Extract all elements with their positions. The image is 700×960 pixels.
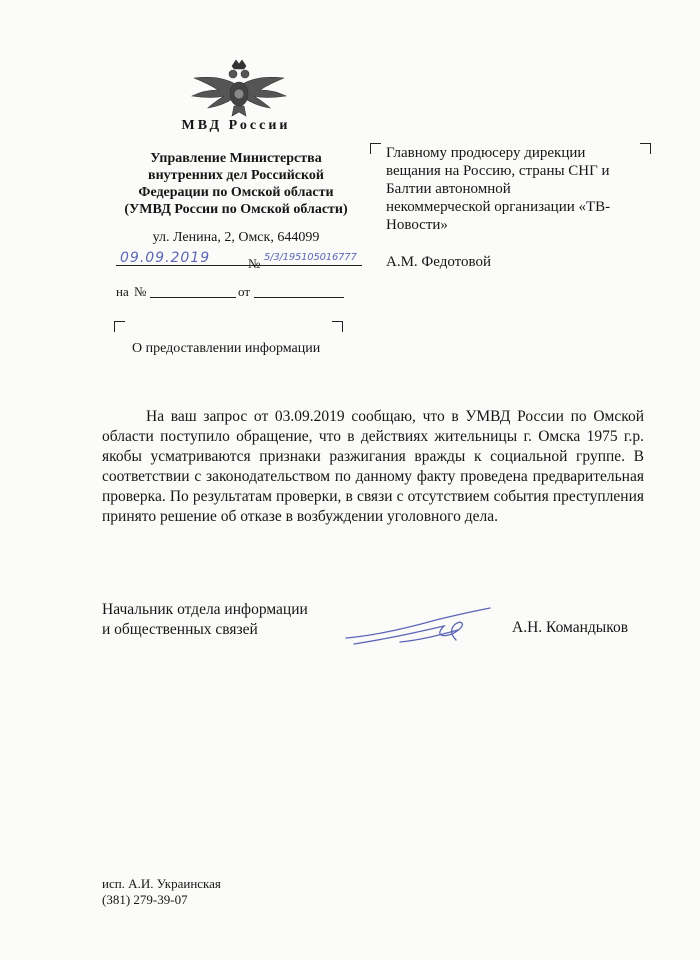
recipient-line: Главному продюсеру дирекции: [386, 145, 586, 161]
org-address: ул. Ленина, 2, Омск, 644099: [152, 230, 320, 245]
reference-from-label: от: [238, 284, 251, 299]
reference-date-blank: [254, 297, 344, 298]
org-line: Управление Министерства: [150, 151, 322, 166]
registration-number-label: №: [248, 256, 261, 271]
subject-corner-mark: [114, 321, 125, 332]
reference-number-label: №: [134, 284, 147, 299]
org-line: внутренних дел Российской: [148, 168, 324, 183]
recipient-block: [386, 144, 650, 234]
recipient-line: вещания на Россию, страны СНГ и: [386, 163, 610, 179]
executor-name: исп. А.И. Украинская: [102, 876, 221, 891]
org-short-name: МВД России: [181, 118, 291, 133]
signer-title-line: Начальник отдела информации: [102, 601, 308, 618]
reference-line: [116, 286, 344, 298]
letter-body: На ваш запрос от 03.09.2019 сообщаю, что в УМВД России по Омской области поступило обращение, что в действиях жительницы г. Омска 1975 г.р. якобы усматриваются признаки разжигания вражды к социальной группе. В соответствии с законодательством по данному факту проведена предварительная проверка. По результатам проверки, в связи с отсутствием события преступления принято решение об отказе в возбуждении уголовного дела.: [102, 408, 644, 525]
registration-number-handwritten: 5/3/195105016777: [264, 252, 357, 263]
recipient-corner-mark: [370, 143, 381, 154]
org-line: (УМВД России по Омской области): [124, 202, 348, 217]
org-line: Федерации по Омской области: [138, 185, 334, 200]
eagle-emblem-icon: [186, 56, 292, 122]
letter-subject: О предоставлении информации: [132, 341, 321, 356]
signer-title: [102, 600, 308, 640]
reference-number-blank: [150, 297, 236, 298]
signer-title-line: и общественных связей: [102, 621, 258, 638]
signer-name: А.Н. Командыков: [512, 619, 629, 636]
executor-info: [102, 876, 221, 908]
handwritten-signature-icon: [340, 604, 500, 648]
recipient-line: Новости»: [386, 217, 448, 233]
recipient-line: некоммерческой организации «ТВ-: [386, 199, 611, 215]
registration-date-handwritten: 09.09.2019: [120, 250, 211, 266]
org-full-name: [118, 150, 354, 218]
reference-prefix: на: [116, 284, 129, 299]
recipient-line: Балтии автономной: [386, 181, 511, 197]
recipient-name: А.М. Федотовой: [386, 254, 492, 270]
subject-corner-mark: [332, 321, 343, 332]
executor-phone: (381) 279-39-07: [102, 892, 188, 907]
